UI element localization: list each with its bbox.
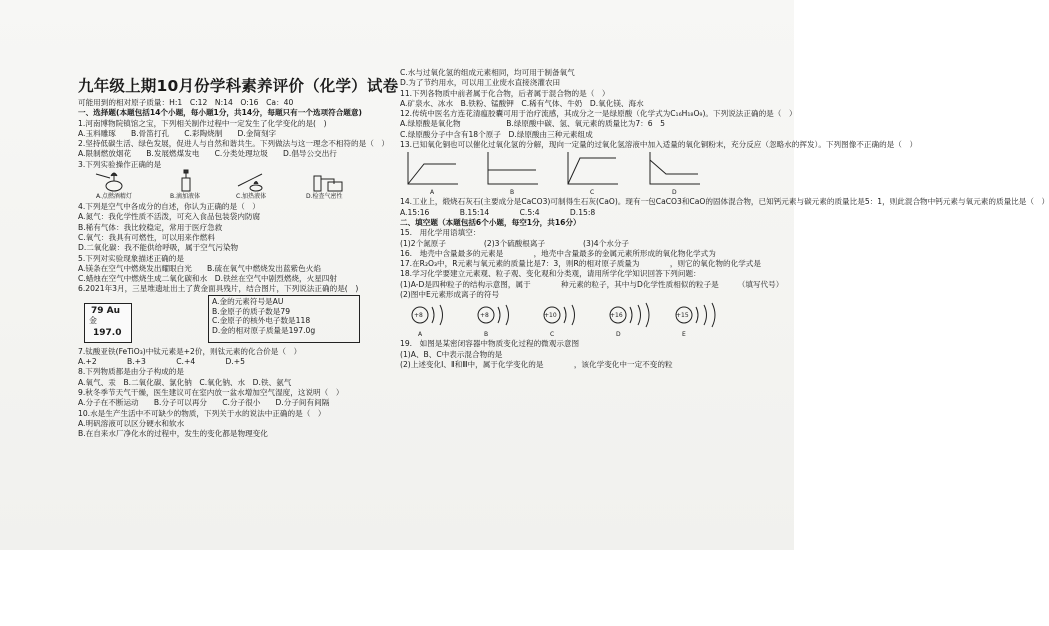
- question-12-options-ab: A.绿原酸是氧化物 B.绿原酸中碳、氢、氧元素的质量比为7：6 5: [400, 119, 665, 129]
- graph-label-a: A: [430, 189, 435, 197]
- question-8: 8.下列物质都是由分子构成的是: [78, 367, 184, 377]
- question-7: 7.钛酸亚铁(FeTiO₃)中钛元素是+2价，则钛元素的化合价是（ ）: [78, 346, 302, 356]
- atom-c-nucleus: +10: [544, 312, 557, 320]
- question-1: 1.河南博物院镇馆之宝，下列相关制作过程中一定发生了化学变化的是( ): [78, 118, 327, 128]
- question-2: 2.坚持低碳生活、绿色发展，促进人与自然和谐共生。下列做法与这一理念不相符的是（ ）: [78, 139, 389, 149]
- q3-label-a: A.点燃酒精灯: [96, 193, 132, 201]
- question-10-option-c: C.水与过氧化氢的组成元素相同，均可用于制备氧气: [400, 68, 575, 77]
- question-19-part-1: (1)A、B、C中表示混合物的是: [400, 349, 503, 359]
- graph-a-icon: [408, 152, 458, 184]
- question-8-options: A.氧气、汞 B.二氧化碳、氯化钠 C.氧化钠、水 D.铁、氨气: [78, 377, 292, 387]
- question-3: 3.下列实验操作正确的是: [78, 159, 162, 169]
- section-1-heading: 一、选择题(本题包括14个小题，每小题1分，共14分，每题只有一个选项符合题意): [78, 108, 362, 118]
- atom-a-icon: [412, 305, 443, 325]
- question-6: 6.2021年3月，三星堆遗址出土了黄金面具残片，结合图片，下列说法正确的是( ): [78, 284, 359, 294]
- question-11: 11.下列各物质中前者属于化合物，后者属于混合物的是（ ）: [400, 88, 610, 98]
- atom-e-icon: [676, 303, 715, 327]
- question-9-options: A.分子在不断运动 B.分子可以再分 C.分子很小 D.分子间有间隔: [78, 398, 330, 408]
- question-13: 13.已知氧化铜也可以催化过氧化氢的分解，现向一定量的过氧化氢溶液中加入适量的氧化铜粉末，充分反应（忽略水的挥发）。下列图像不正确的是（ ）: [400, 140, 918, 150]
- q3-label-c: C.加热液体: [236, 193, 267, 201]
- question-17: 17.在R₂O₃中，R元素与氧元素的质量比是7：3，则R的相对原子质量为 ，则它的氧化物的化学式是: [400, 259, 761, 269]
- question-14-options: A.15:16 B.15:14 C.5:4 D.15:8: [400, 207, 596, 217]
- heating-tube-icon: [238, 174, 262, 191]
- question-10: 10.水是生产生活中不可缺少的物质，下列关于水的说法中正确的是（ ）: [78, 408, 326, 418]
- question-12-options-cd: C.绿原酸分子中含有18个原子 D.绿原酸由三种元素组成: [400, 129, 593, 139]
- graph-label-c: C: [590, 189, 595, 197]
- atom-label-b: B: [484, 331, 489, 339]
- left-column: [78, 76, 399, 626]
- atom-d-icon: [610, 303, 649, 327]
- q3-option-labels: [78, 192, 396, 202]
- graph-d-icon: [650, 152, 700, 184]
- graph-label-b: B: [510, 189, 515, 197]
- question-5: 5.下列对实验现象描述正确的是: [78, 253, 184, 263]
- atom-e-nucleus: +15: [676, 312, 689, 320]
- question-9: 9.秋冬季节天气干燥，医生建议可在室内放一盆水增加空气湿度，这说明（ ）: [78, 387, 344, 397]
- question-5-options-ab: A.镁条在空气中燃烧发出耀眼白光 B.硫在氧气中燃烧发出蓝紫色火焰: [78, 263, 321, 273]
- question-18-part-2: (2)图中E元素形成离子的符号: [400, 290, 500, 300]
- q6-option-a: A.金的元素符号是AU: [212, 296, 284, 306]
- atom-label-d: D: [616, 331, 621, 339]
- alcohol-lamp-icon: [96, 173, 122, 191]
- element-name: 金: [89, 315, 97, 325]
- atom-c-icon: [544, 305, 575, 325]
- q6-figure: [78, 295, 396, 347]
- atom-b-icon: [478, 305, 509, 325]
- q13-graph-labels: [400, 188, 726, 197]
- atom-b-nucleus: +8: [480, 312, 489, 320]
- question-16: 16. 地壳中含量最多的元素是 ，地壳中含量最多的金属元素所形成的氧化物化学式为: [400, 248, 716, 258]
- atom-label-e: E: [682, 331, 686, 339]
- question-4-option-c: C.氧气：我具有可燃性，可以用来作燃料: [78, 232, 215, 242]
- question-12: 12.传统中医名方连花清瘟胶囊可用于治疗流感，其成分之一是绿原酸（化学式为C₁₆H₁₈O₉)。下列说法正确的是（ ）: [400, 109, 797, 119]
- q3-label-d: D.检查气密性: [306, 193, 343, 201]
- question-5-options-cd: C.蜡烛在空气中燃烧生成二氧化碳和水 D.铁丝在空气中剧烈燃烧，火星四射: [78, 274, 337, 284]
- question-14: 14.工业上，煅烧石灰石(主要成分是CaCO3)可制得生石灰(CaO)。现有一包CaCO3和CaO的固体混合物，已知钙元素与碳元素的质量比是5：1，则此混合物中钙元素与氧元素的质量比是（ ）: [400, 197, 1049, 207]
- q6-option-d: D.金的相对原子质量是197.0g: [212, 326, 316, 336]
- question-10-option-a: A.明矾溶液可以区分硬水和软水: [78, 418, 185, 428]
- question-4: 4.下列是空气中各成分的自述，你认为正确的是（ ）: [78, 202, 260, 212]
- question-4-option-a: A.氮气：我化学性质不活泼，可充入食品包装袋内防腐: [78, 212, 261, 222]
- question-2-options: A.限制燃放烟花 B.发展燃煤发电 C.分类处理垃圾 D.倡导公交出行: [78, 149, 337, 159]
- graph-label-d: D: [672, 189, 677, 197]
- question-18-part-1: (1)A-D是四种粒子的结构示意图，属于 种元素的粒子，其中与D化学性质相似的粒子是 （填写代号）: [400, 279, 784, 289]
- atom-a-nucleus: +8: [414, 312, 423, 320]
- question-1-options: A.玉料雕琢 B.骨笛打孔 C.彩陶烧制 D.金简刻字: [78, 128, 277, 138]
- question-11-options: A.矿泉水、冰水 B.铁粉、锰酸钾 C.稀有气体、牛奶 D.氧化镁、海水: [400, 98, 644, 108]
- q13-graphs: [400, 150, 726, 188]
- q6-option-c: C.金原子的核外电子数是118: [212, 316, 311, 326]
- question-4-option-d: D.二氧化碳：我不能供给呼吸，属于空气污染物: [78, 243, 239, 253]
- q6-option-b: B.金原子的质子数是79: [212, 306, 291, 316]
- q6-options-box: [208, 295, 360, 343]
- question-18: 18.学习化学要建立元素观、粒子观、变化观和分类观，请用所学化学知识回答下列问题：: [400, 269, 701, 279]
- graph-c-icon: [568, 152, 618, 184]
- question-10-option-b: B.在自来水厂净化水的过程中，发生的变化都是物理变化: [78, 429, 268, 439]
- question-15: 15. 用化学用语填空：: [400, 228, 481, 238]
- question-15-items: (1)2个氮原子 (2)3个硫酸根离子 (3)4个水分子: [400, 238, 630, 248]
- question-7-options: A.+2 B.+3 C.+4 D.+5: [78, 357, 245, 367]
- dropper-icon: [182, 170, 190, 191]
- atomic-mass-note: 可能用到的相对原子质量：H:1 C:12 N:14 O:16 Ca：40: [78, 98, 294, 107]
- graph-b-icon: [488, 152, 538, 184]
- atom-diagram-labels: [400, 330, 726, 339]
- airtight-check-icon: [314, 176, 342, 191]
- section-2-heading: 二、填空题（本题包括6个小题，每空1分，共16分）: [400, 217, 581, 227]
- question-4-option-b: B.稀有气体：我比较稳定，常用于医疗急救: [78, 222, 223, 232]
- element-mass: 197.0: [93, 327, 122, 338]
- q3-label-b: B.滴加液体: [170, 193, 201, 201]
- exam-title: 九年级上期10月份学科素养评价（化学）试卷: [78, 77, 399, 95]
- atom-label-c: C: [550, 331, 555, 339]
- atom-d-nucleus: +16: [610, 312, 623, 320]
- right-column: [400, 68, 1049, 618]
- question-19-part-2: (2)上述变化Ⅰ、Ⅱ和Ⅲ中，属于化学变化的是 ，该化学变化中一定不变的粒: [400, 359, 673, 369]
- atom-structure-diagrams: [400, 300, 726, 330]
- atom-label-a: A: [418, 331, 423, 339]
- gold-element-card: [84, 303, 132, 343]
- question-10-option-d: D.为了节约用水，可以用工业废水直接浇灌农田: [400, 78, 561, 88]
- element-symbol: 79 Au: [91, 305, 121, 316]
- question-19: 19. 如图是某密闭容器中物质变化过程的微观示意图: [400, 339, 580, 349]
- q3-lab-images: [78, 170, 396, 192]
